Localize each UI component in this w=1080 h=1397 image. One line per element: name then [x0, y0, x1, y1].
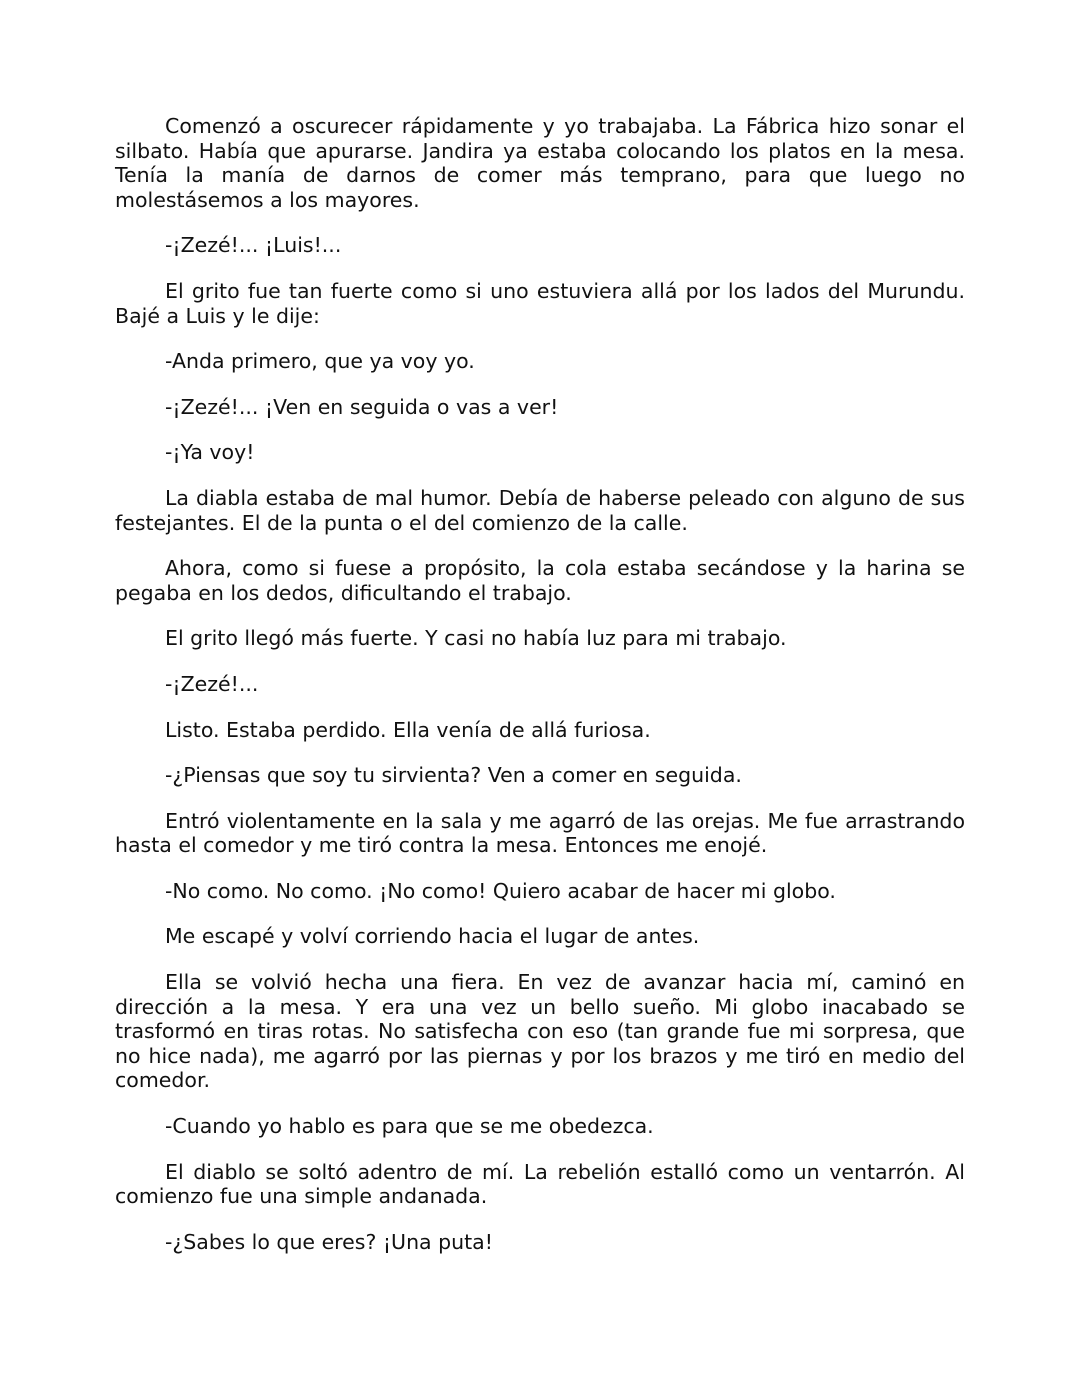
paragraph: El grito fue tan fuerte como si uno estuviera allá por los lados del Murundu. Bajé a Luis y le dije:	[115, 278, 965, 328]
dialogue-line: -Anda primero, que ya voy yo.	[165, 349, 475, 374]
paragraph: Comenzó a oscurecer rápidamente y yo trabajaba. La Fábrica hizo sonar el silbato. Había que apurarse. Jandira ya estaba colocando los platos en la mesa. Tenía la manía de darnos de comer más temprano, para que luego no molestásemos a los mayores.	[115, 114, 965, 212]
paragraph: Entró violentamente en la sala y me agarró de las orejas. Me fue arrastrando hasta el comedor y me tiró contra la mesa. Entonces me enojé.	[115, 808, 965, 858]
dialogue-line: -¿Sabes lo que eres? ¡Una puta!	[165, 1229, 493, 1254]
dialogue-line: -¡Zezé!... ¡Luis!...	[165, 233, 342, 258]
paragraph: Ella se volvió hecha una fiera. En vez de avanzar hacia mí, caminó en dirección a la mesa. Y era una vez un bello sueño. Mi globo inacabado se trasformó en tiras rotas. No satisfecha con eso (tan grande fue mi sorpresa, que no hice nada), me agarró por las piernas y por los brazos y me tiró en medio del comedor.	[115, 970, 965, 1093]
paragraph: El diablo se soltó adentro de mí. La rebelión estalló como un ventarrón. Al comienzo fue una simple andanada.	[115, 1159, 965, 1209]
dialogue-line: -¿Piensas que soy tu sirvienta? Ven a comer en seguida.	[165, 763, 742, 788]
paragraph: Ahora, como si fuese a propósito, la cola estaba secándose y la harina se pegaba en los dedos, dificultando el trabajo.	[115, 556, 965, 605]
paragraph: Me escapé y volví corriendo hacia el lugar de antes.	[165, 924, 700, 949]
paragraph: El grito llegó más fuerte. Y casi no había luz para mi trabajo.	[165, 626, 787, 651]
paragraph: La diabla estaba de mal humor. Debía de haberse peleado con alguno de sus festejantes. El de la punta o el del comienzo de la calle.	[115, 485, 965, 535]
document-page	[115, 114, 965, 1275]
dialogue-line: -No como. No como. ¡No como! Quiero acabar de hacer mi globo.	[165, 878, 836, 903]
dialogue-line: -Cuando yo hablo es para que se me obedezca.	[165, 1114, 654, 1139]
paragraph: Listo. Estaba perdido. Ella venía de allá furiosa.	[165, 717, 651, 742]
dialogue-line: -¡Zezé!...	[165, 671, 259, 696]
dialogue-line: -¡Ya voy!	[165, 440, 255, 465]
dialogue-line: -¡Zezé!... ¡Ven en seguida o vas a ver!	[165, 394, 559, 419]
